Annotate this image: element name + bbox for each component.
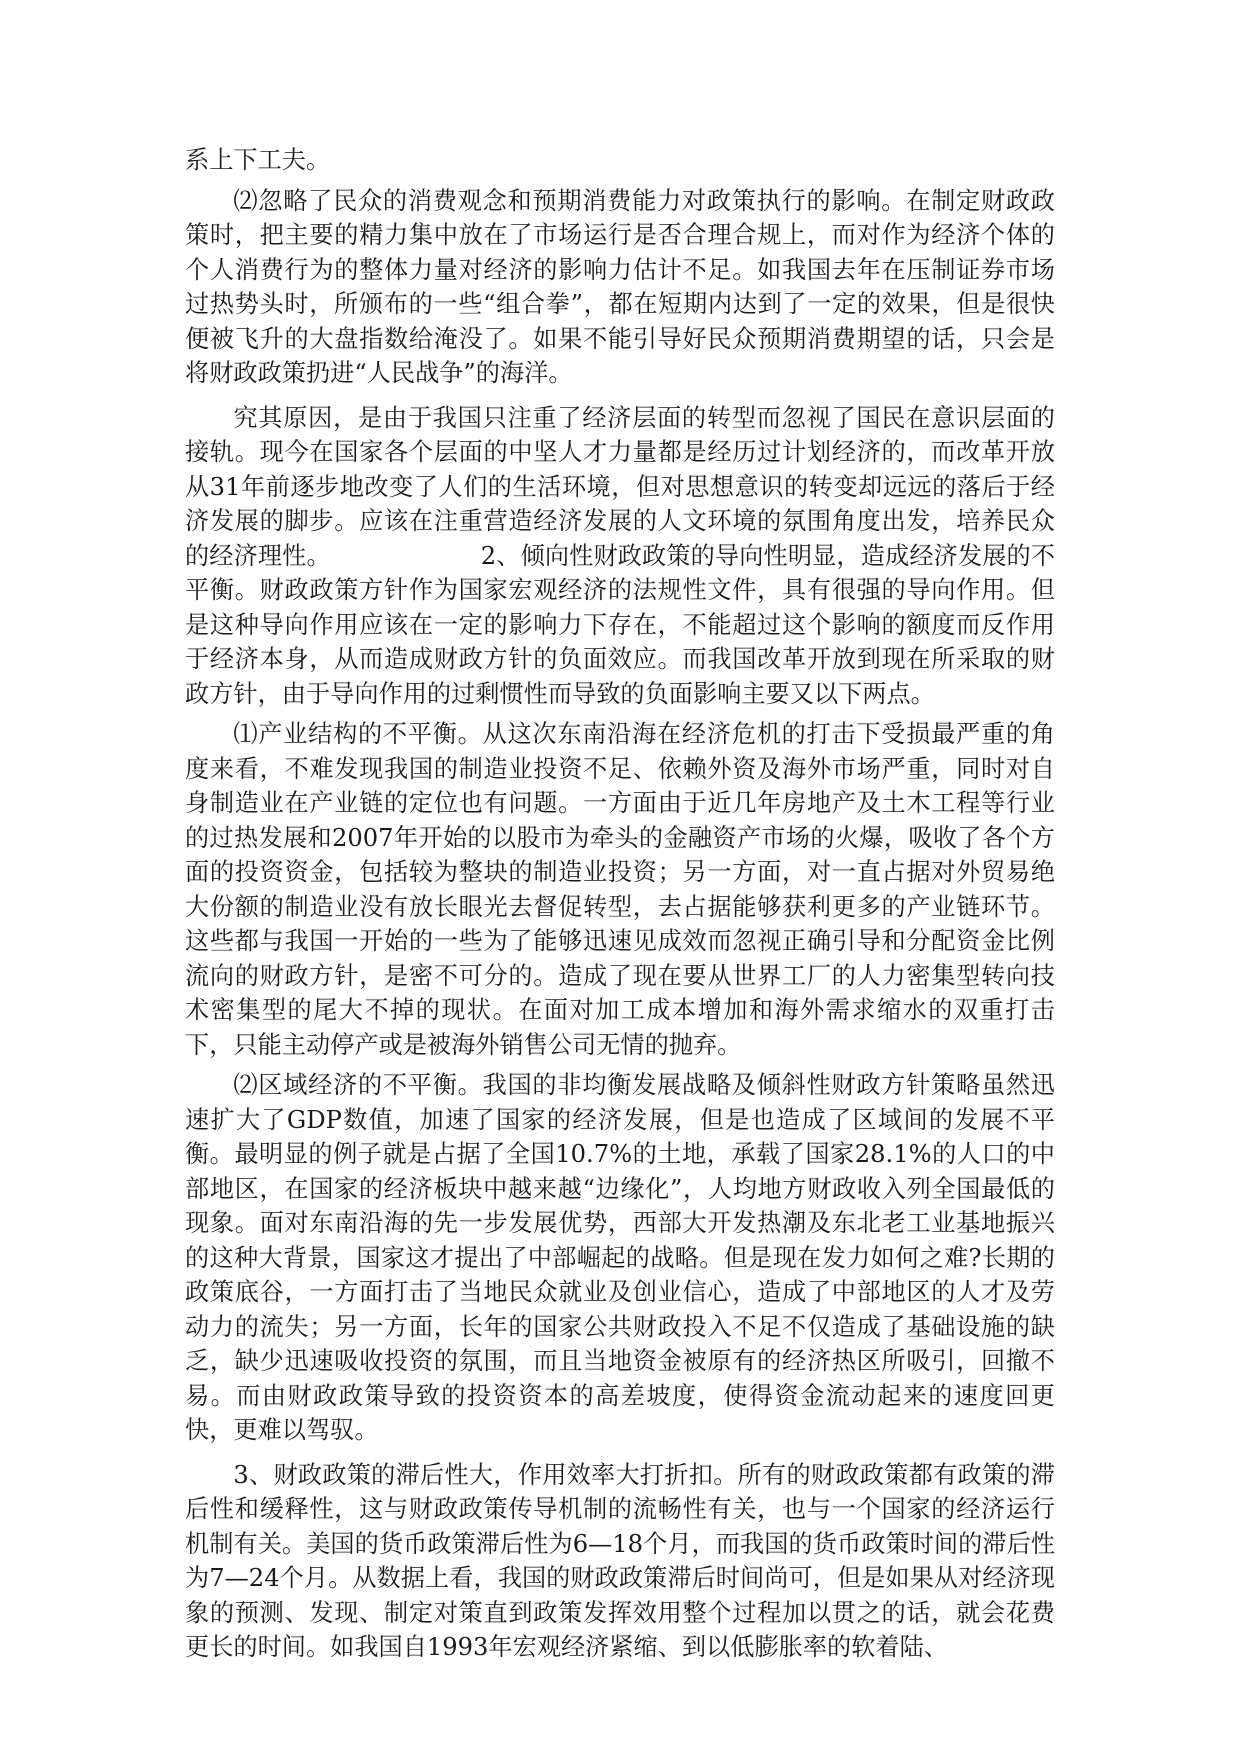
paragraph-continuation: 系上下工夫。 [185,146,331,174]
root-cause-text: 究其原因，是由于我国只注重了经济层面的转型而忽视了国民在意识层面的接轨。现今在国家各个层面的中坚人才力量都是经历过计划经济的，而改革开放从31年前逐步地改变了人们的生活环境，但对思想意识的转变却远远的落后于经济发展的脚步。应该在注重营造经济发展的人文环境的氛围角度出发，培养民众的经济理性。 [185,403,1055,570]
paragraph-industry-structure: ⑴产业结构的不平衡。从这次东南沿海在经济危机的打击下受损最严重的角度来看，不难发现我国的制造业投资不足、依赖外资及海外市场严重，同时对自身制造业在产业链的定位也有问题。一方面由于近几年房地产及土木工程等行业的过热发展和2007年开始的以股市为牵头的金融资产市场的火爆，吸收了各个方面的投资资金，包括较为整块的制造业投资；另一方面，对一直占据对外贸易绝大份额的制造业没有放长眼光去督促转型，去占据能够获利更多的产业链环节。这些都与我国一开始的一些为了能够迅速见成效而忽视正确引导和分配资金比例流向的财政方针，是密不可分的。造成了现在要从世界工厂的人力密集型转向技术密集型的尾大不掉的现状。在面对加工成本增加和海外需求缩水的双重打击下，只能主动停产或是被海外销售公司无情的抛弃。 [185,720,1055,1059]
paragraph-consumption-expectation: ⑵忽略了民众的消费观念和预期消费能力对政策执行的影响。在制定财政政策时，把主要的精力集中放在了市场运行是否合理合规上，而对作为经济个体的个人消费行为的整体力量对经济的影响力估计不足。如我国去年在压制证券市场过热势头时，所颁布的一些“组合拳”，都在短期内达到了一定的效果，但是很快便被飞升的大盘指数给淹没了。如果不能引导好民众预期消费期望的话，只会是将财政政策扔进“人民战争”的海洋。 [185,186,1055,387]
paragraph-policy-lag: 3、财政政策的滞后性大，作用效率大打折扣。所有的财政政策都有政策的滞后性和缓释性，这与财政政策传导机制的流畅性有关，也与一个国家的经济运行机制有关。美国的货币政策滞后性为6—18个月，而我国的货币政策时间的滞后性为7—24个月。从数据上看，我国的财政政策滞后时间尚可，但是如果从对经济现象的预测、发现、制定对策直到政策发挥效用整个过程加以贯之的话，就会花费更长的时间。如我国自1993年宏观经济紧缩、到以低膨胀率的软着陆、 [185,1460,1055,1661]
paragraph-root-cause [185,401,1055,712]
document-page [185,143,1055,1665]
paragraph-regional-economy: ⑵区域经济的不平衡。我国的非均衡发展战略及倾斜性财政方针策略虽然迅速扩大了GDP数值，加速了国家的经济发展，但是也造成了区域间的发展不平衡。最明显的例子就是占据了全国10.7%的土地，承载了国家28.1%的人口的中部地区，在国家的经济板块中越来越“边缘化”，人均地方财政收入列全国最低的现象。面对东南沿海的先一步发展优势，西部大开发热潮及东北老工业基地振兴的这种大背景，国家这才提出了中部崛起的战略。但是现在发力如何之难?长期的政策底谷，一方面打击了当地民众就业及创业信心，造成了中部地区的人才及劳动力的流失；另一方面，长年的国家公共财政投入不足不仅造成了基础设施的缺乏，缺少迅速吸收投资的氛围，而且当地资金被原有的经济热区所吸引，回撤不易。而由财政政策导致的投资资本的高差坡度，使得资金流动起来的速度回更快，更难以驾驭。 [185,1071,1055,1444]
section-2-heading-text: 2、倾向性财政政策的导向性明显，造成经济发展的不平衡。财政政策方针作为国家宏观经济的法规性文件，具有很强的导向作用。但是这种导向作用应该在一定的影响力下存在，不能超过这个影响的额度而反作用于经济本身，从而造成财政方针的负面效应。而我国改革开放到现在所采取的财政方针，由于导向作用的过剩惯性而导致的负面影响主要又以下两点。 [185,541,1055,708]
